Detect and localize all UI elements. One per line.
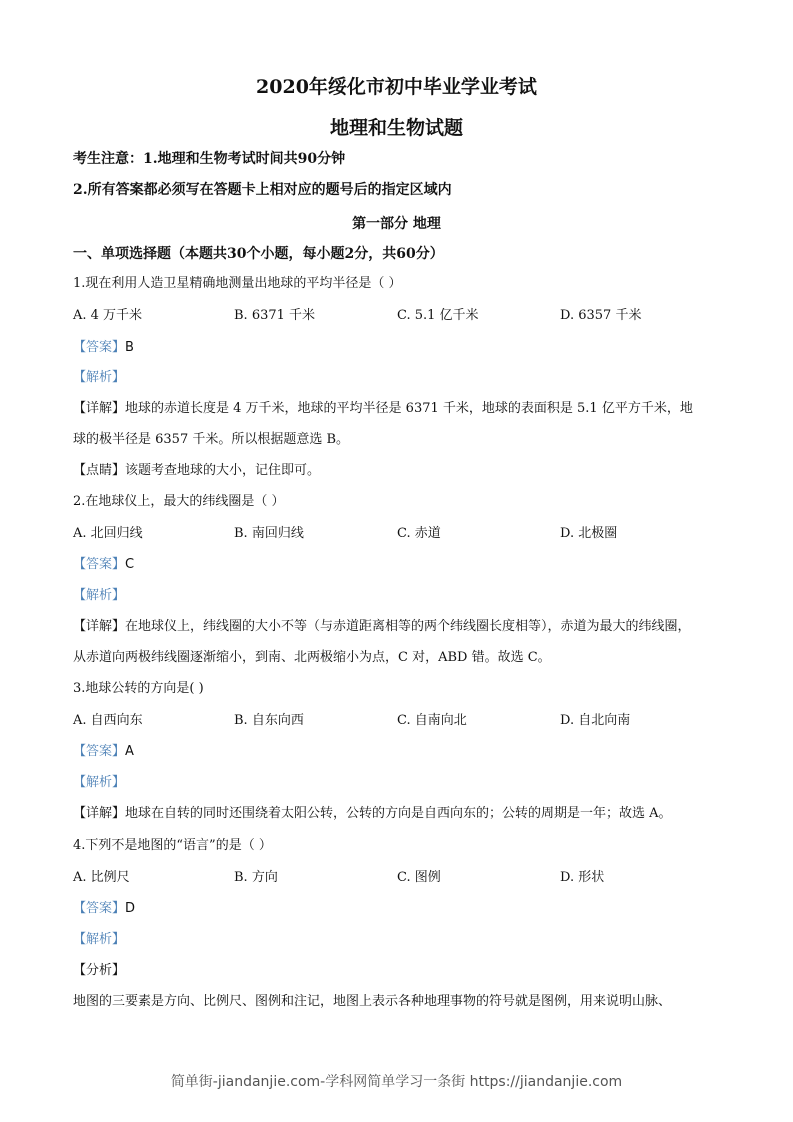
question-4-fenxi-text: 地图的三要素是方向、比例尺、图例和注记，地图上表示各种地理事物的符号就是图例，用来说明山脉、 — [73, 994, 672, 1009]
question-4-analysis — [73, 932, 125, 948]
option-d: D. 6357 千米 — [560, 308, 642, 323]
answer-value: A — [125, 744, 134, 759]
question-2-analysis — [73, 588, 125, 604]
question-4-answer — [73, 901, 135, 917]
option-b: B. 6371 千米 — [234, 308, 316, 323]
notice-line-2: 2.所有答案都必须写在答题卡上相对应的题号后的指定区域内 — [73, 182, 452, 198]
question-1-analysis — [73, 370, 125, 386]
question-2-stem: 2.在地球仪上，最大的纬线圈是（ ） — [73, 494, 285, 509]
exam-title: 2020年绥化市初中毕业学业考试 — [256, 76, 537, 98]
question-1-comment — [73, 463, 320, 479]
question-2-answer — [73, 557, 134, 573]
question-2-detail-2: 从赤道向两极纬线圈逐渐缩小，到南、北两极缩小为点，C 对，ABD 错。故选 C。 — [73, 650, 551, 665]
option-d: D. 形状 — [560, 870, 605, 885]
exam-subtitle: 地理和生物试题 — [329, 117, 463, 139]
option-b: B. 自东向西 — [234, 713, 304, 728]
detail-label: 【详解】 — [73, 806, 126, 821]
option-c: C. 5.1 亿千米 — [397, 308, 479, 323]
answer-value: D — [125, 901, 136, 916]
answer-label: 【答案】 — [73, 744, 126, 759]
question-3-analysis — [73, 775, 125, 791]
option-b: B. 方向 — [234, 870, 278, 885]
option-b: B. 南回归线 — [234, 526, 304, 541]
answer-label: 【答案】 — [73, 901, 126, 916]
option-c: C. 赤道 — [397, 526, 441, 541]
analysis-label: 【解析】 — [73, 932, 126, 947]
option-a: A. 北回归线 — [73, 526, 143, 541]
analysis-label: 【解析】 — [73, 370, 126, 385]
footer-watermark: 简单街-jiandanjie.com-学科网简单学习一条街 https://jiandanjie.com — [170, 1074, 623, 1090]
analysis-label: 【解析】 — [73, 775, 126, 790]
question-1-detail-1 — [73, 401, 693, 417]
question-4-fenxi-label: 【分析】 — [73, 963, 126, 978]
section-heading: 一、单项选择题（本题共30个小题，每小题2分，共60分） — [73, 246, 444, 262]
option-d: D. 北极圈 — [560, 526, 618, 541]
notice-line-1: 考生注意：1.地理和生物考试时间共90分钟 — [73, 151, 346, 167]
question-3-answer — [73, 744, 134, 760]
option-d: D. 自北向南 — [560, 713, 631, 728]
option-c: C. 图例 — [397, 870, 441, 885]
detail-label: 【详解】 — [73, 619, 126, 634]
detail-text: 地球在自转的同时还围绕着太阳公转，公转的方向是自西向东的；公转的周期是一年；故选 A。 — [125, 806, 672, 821]
question-4-stem: 4.下列不是地图的“语言”的是（ ） — [73, 838, 272, 853]
question-3-stem: 3.地球公转的方向是( ) — [73, 681, 204, 696]
question-1-answer — [73, 340, 134, 356]
option-a: A. 自西向东 — [73, 713, 143, 728]
option-a: A. 比例尺 — [73, 870, 130, 885]
question-1-stem: 1.现在利用人造卫星精确地测量出地球的平均半径是（ ） — [73, 276, 402, 291]
answer-label: 【答案】 — [73, 340, 126, 355]
detail-text: 在地球仪上，纬线圈的大小不等（与赤道距离相等的两个纬线圈长度相等），赤道为最大的纬线圈， — [125, 619, 691, 634]
question-1-detail-2: 球的极半径是 6357 千米。所以根据题意选 B。 — [73, 432, 350, 447]
question-3-detail-1 — [73, 806, 672, 822]
part-heading: 第一部分 地理 — [352, 216, 441, 232]
detail-label: 【详解】 — [73, 401, 126, 416]
question-2-detail-1 — [73, 619, 691, 635]
comment-text: 该题考查地球的大小，记住即可。 — [125, 463, 321, 478]
option-c: C. 自南向北 — [397, 713, 467, 728]
analysis-label: 【解析】 — [73, 588, 126, 603]
comment-label: 【点睛】 — [73, 463, 126, 478]
detail-text: 地球的赤道长度是 4 万千米，地球的平均半径是 6371 千米，地球的表面积是 5.1 亿平方千米，地 — [125, 401, 693, 416]
option-a: A. 4 万千米 — [73, 308, 143, 323]
answer-value: C — [125, 557, 135, 572]
answer-label: 【答案】 — [73, 557, 126, 572]
answer-value: B — [125, 340, 134, 355]
